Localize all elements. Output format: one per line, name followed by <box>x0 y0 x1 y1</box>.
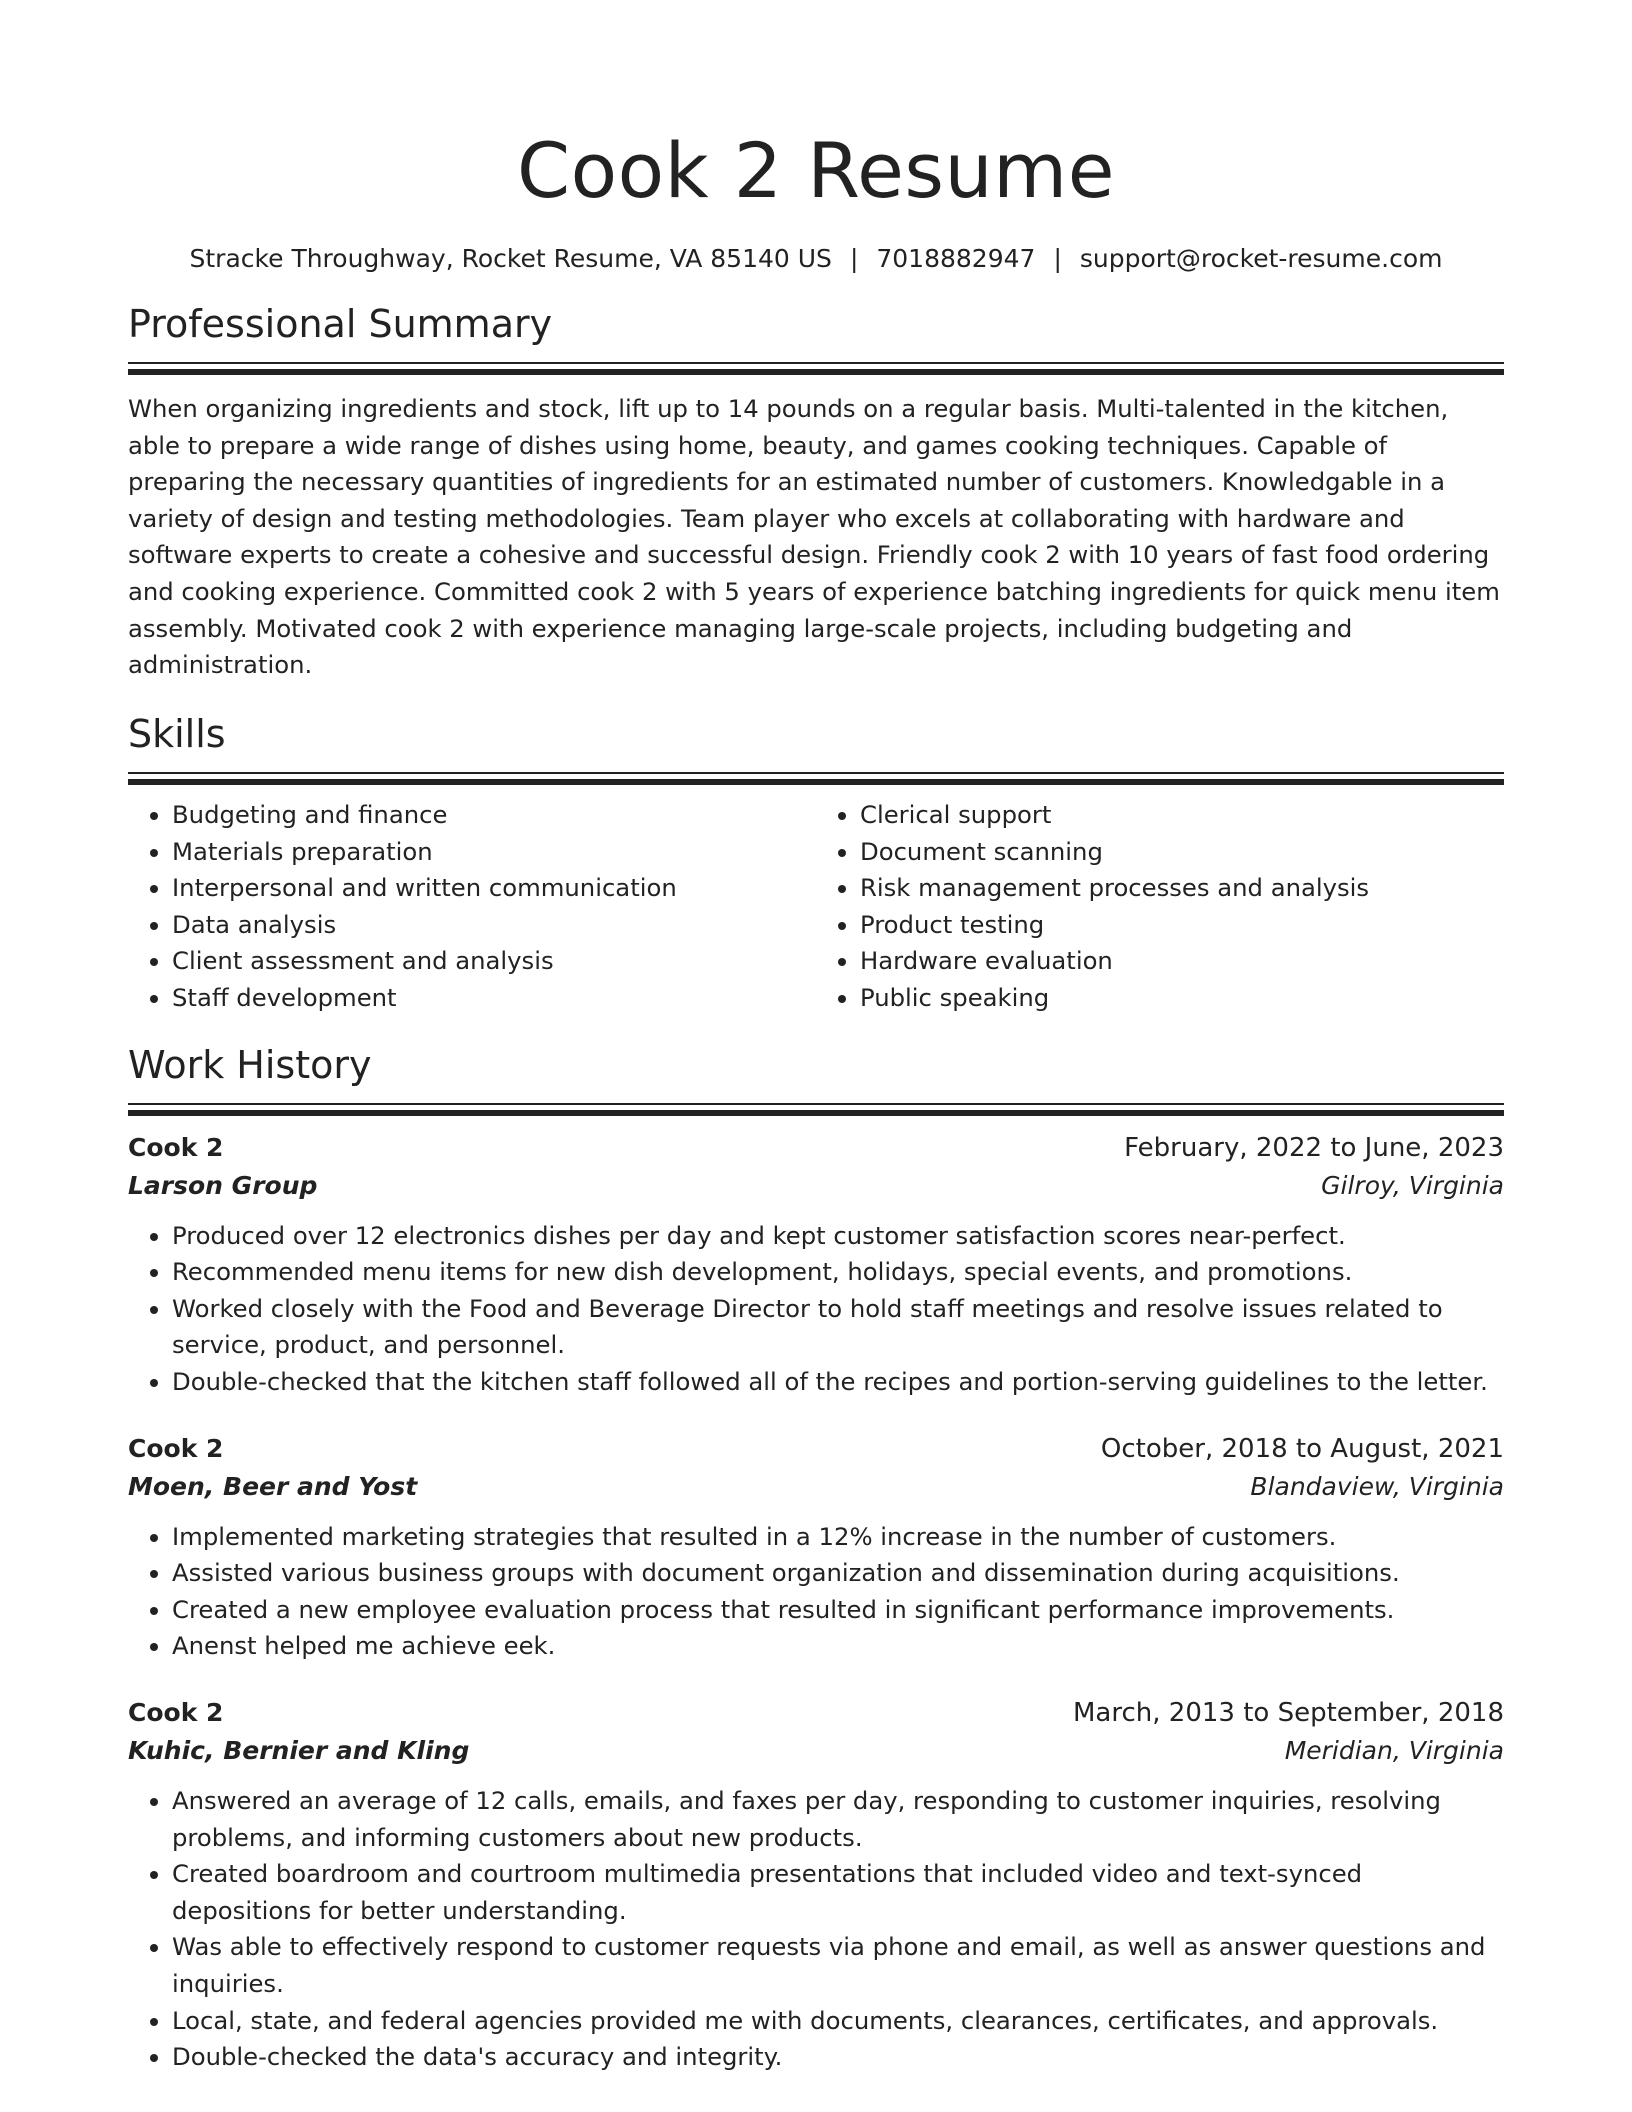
job-bullet: • Assisted various business groups with document organization and dissemination during acquisitions. <box>172 1555 1504 1592</box>
contact-line <box>128 242 1504 276</box>
job-company: Larson Group <box>128 1170 318 1200</box>
skill-item: • Interpersonal and written communication <box>172 870 816 907</box>
skill-item: • Public speaking <box>860 980 1504 1017</box>
resume-title: Cook 2 Resume <box>517 126 1115 215</box>
job-bullet: • Double-checked that the kitchen staff followed all of the recipes and portion-serving guidelines to the letter. <box>172 1364 1504 1401</box>
job-dates: February, 2022 to June, 2023 <box>1124 1132 1504 1163</box>
skill-item: • Staff development <box>172 980 816 1017</box>
job-entry <box>128 1431 1504 1665</box>
work-history-section <box>128 1039 1504 2076</box>
skill-item: • Budgeting and finance <box>172 797 816 834</box>
job-location: Meridian, Virginia <box>1284 1735 1504 1765</box>
job-bullet: • Worked closely with the Food and Beverage Director to hold staff meetings and resolve issues related to service, product, and personnel. <box>172 1291 1504 1364</box>
job-bullets <box>128 1783 1504 2076</box>
job-bullet: • Was able to effectively respond to customer requests via phone and email, as well as answer questions and inquiries. <box>172 1929 1504 2002</box>
job-bullet: • Implemented marketing strategies that resulted in a 12% increase in the number of customers. <box>172 1519 1504 1556</box>
job-bullet: • Created a new employee evaluation process that resulted in significant performance improvements. <box>172 1592 1504 1629</box>
job-title: Cook 2 <box>128 1697 224 1727</box>
professional-summary-section <box>128 298 1504 684</box>
job-bullet: • Double-checked the data's accuracy and integrity. <box>172 2039 1504 2076</box>
job-employer-row <box>128 1467 1504 1507</box>
job-bullets <box>128 1519 1504 1665</box>
contact-separator: | <box>1053 244 1062 273</box>
section-divider <box>128 1103 1504 1105</box>
job-employer-row <box>128 1166 1504 1206</box>
skills-list-right <box>816 797 1504 1017</box>
contact-email: support@rocket-resume.com <box>1079 244 1443 273</box>
job-entry <box>128 1695 1504 2076</box>
job-header <box>128 1431 1504 1467</box>
section-divider <box>128 772 1504 774</box>
section-heading: Professional Summary <box>128 302 553 346</box>
skill-item: • Hardware evaluation <box>860 943 1504 980</box>
section-heading: Skills <box>128 712 226 757</box>
section-heading: Work History <box>128 1042 372 1087</box>
skill-item: • Client assessment and analysis <box>172 943 816 980</box>
job-location: Gilroy, Virginia <box>1321 1170 1504 1200</box>
contact-separator: | <box>849 244 859 273</box>
job-dates: October, 2018 to August, 2021 <box>1100 1433 1504 1464</box>
job-title: Cook 2 <box>128 1433 224 1463</box>
skills-section <box>128 708 1504 1017</box>
resume-page <box>128 0 1504 2076</box>
contact-address: Stracke Throughway, Rocket Resume, VA 85140 US <box>189 244 832 273</box>
job-header <box>128 1695 1504 1731</box>
skills-columns <box>128 797 1504 1017</box>
section-divider-thick <box>128 779 1504 785</box>
job-bullet: • Recommended menu items for new dish development, holidays, special events, and promotions. <box>172 1254 1504 1291</box>
job-bullet: • Created boardroom and courtroom multimedia presentations that included video and text-synced depositions for better understanding. <box>172 1856 1504 1929</box>
job-dates: March, 2013 to September, 2018 <box>1073 1697 1504 1728</box>
skill-item: • Risk management processes and analysis <box>860 870 1504 907</box>
skill-item: • Product testing <box>860 907 1504 944</box>
contact-phone: 7018882947 <box>876 244 1036 273</box>
job-bullet: • Produced over 12 electronics dishes per day and kept customer satisfaction scores near-perfect. <box>172 1218 1504 1255</box>
job-entry <box>128 1130 1504 1401</box>
section-divider <box>128 362 1504 364</box>
skill-item: • Materials preparation <box>172 834 816 871</box>
skill-item: • Document scanning <box>860 834 1504 871</box>
job-bullet: • Anenst helped me achieve eek. <box>172 1628 1504 1665</box>
job-company: Kuhic, Bernier and Kling <box>128 1735 470 1765</box>
section-divider-thick <box>128 1110 1504 1116</box>
job-header <box>128 1130 1504 1166</box>
job-title: Cook 2 <box>128 1132 224 1162</box>
job-bullets <box>128 1218 1504 1401</box>
skill-item: • Clerical support <box>860 797 1504 834</box>
job-bullet: • Local, state, and federal agencies provided me with documents, clearances, certificates, and approvals. <box>172 2003 1504 2040</box>
job-location: Blandaview, Virginia <box>1250 1471 1504 1501</box>
skills-list-left <box>128 797 816 1017</box>
summary-text: When organizing ingredients and stock, lift up to 14 pounds on a regular basis. Multi-talented in the kitchen, able to prepare a wide range of dishes using home, beauty, and games cooking techniques. Capable of preparing the necessary quantities of ingredients for an estimated number of customers. Knowledgable in a variety of design and testing methodologies. Team player who excels at collaborating with hardware and software experts to create a cohesive and successful design. Friendly cook 2 with 10 years of fast food ordering and cooking experience. Committed cook 2 with 5 years of experience batching ingredients for quick menu item assembly. Motivated cook 2 with experience managing large-scale projects, including budgeting and administration. <box>128 394 1500 680</box>
section-divider-thick <box>128 369 1504 375</box>
job-company: Moen, Beer and Yost <box>128 1471 418 1501</box>
job-bullet: • Answered an average of 12 calls, emails, and faxes per day, responding to customer inquiries, resolving problems, and informing customers about new products. <box>172 1783 1504 1856</box>
skill-item: • Data analysis <box>172 907 816 944</box>
job-employer-row <box>128 1731 1504 1771</box>
